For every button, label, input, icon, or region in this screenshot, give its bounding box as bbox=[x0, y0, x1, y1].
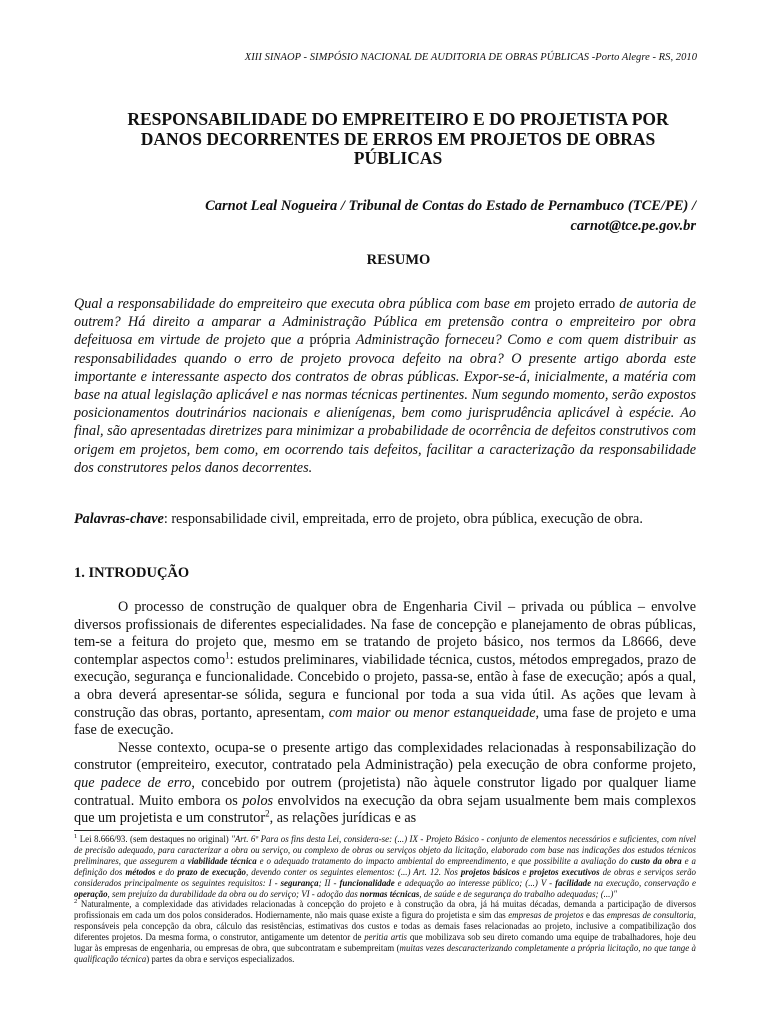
p1-text-a: O processo de construção de qualquer obra de Engenharia Civil – privada ou pública – envolve diversos profissionais de diferentes especialidades. Na fase de concepção e planejamento de obras públicas, tem-se a feitura do projeto que, mesmo em se tratando de projeto básico, nos termos da L8666, deve contemplar aspectos como bbox=[74, 599, 696, 668]
fn2-g: que mobilizava sob seu direto comando uma equipe de trabalhadores, hoje deu lugar às empresas de engenharia, ou empresas de obra, que subcontratam e subempreitam ( bbox=[74, 932, 696, 954]
p2-text-b: , concebido por outrem (projetista) não àquele construtor ligado por qualquer liame contratual. Muito embora os bbox=[74, 774, 696, 809]
keywords-label: Palavras-chave bbox=[74, 511, 164, 527]
footnote-2 bbox=[74, 899, 696, 964]
fn1-k: projetos básicos bbox=[460, 866, 520, 877]
fn1-m: projetos executivos bbox=[529, 866, 600, 877]
p1-text-c: , uma fase de projeto e uma fase de execução. bbox=[74, 704, 696, 739]
keywords-text: : responsabilidade civil, empreitada, erro de projeto, obra pública, execução de obra. bbox=[163, 511, 643, 527]
footnote-2-number: 2 bbox=[74, 898, 78, 906]
fn1-o: segurança bbox=[280, 877, 319, 888]
abstract-part1: Qual a responsabilidade do empreiteiro que executa obra pública com base em bbox=[74, 296, 535, 312]
section-body bbox=[74, 599, 696, 828]
fn1-n: de obras e serviços serão considerados principalmente os seguintes requisitos: I - bbox=[74, 866, 696, 888]
fn1-f: e a definição dos bbox=[74, 855, 696, 877]
p2-italic-1: que padece de erro bbox=[74, 774, 192, 791]
fn2-h: muitas vezes descaracterizando completamente a própria licitação, no que tange à qualificação técnica bbox=[74, 943, 696, 964]
fn2-b: empresas de projetos bbox=[508, 910, 584, 921]
footnotes bbox=[74, 834, 696, 965]
fn1-h: e do bbox=[155, 866, 178, 877]
keywords bbox=[74, 510, 696, 528]
fn1-q: funcionalidade bbox=[339, 877, 395, 888]
footnote-1-number: 1 bbox=[74, 833, 78, 841]
fn2-f: peritia artis bbox=[364, 932, 408, 943]
fn1-a: Lei 8.666/93. (sem destaques no original) bbox=[77, 834, 232, 844]
fn2-a: Naturalmente, a complexidade das atividades relacionadas à concepção do projeto e à construção da obra, já há muitas décadas, demanda a participação de diversos profissionais em cada um dos polos considerados. Hodiernamente, não mais quase existe a figura do projetista e sim das bbox=[74, 899, 696, 921]
author-affiliation: Carnot Leal Nogueira / Tribunal de Contas do Estado de Pernambuco (TCE/PE) / bbox=[205, 198, 696, 214]
fn1-r: e adequação ao interesse público; (...) V - bbox=[394, 877, 556, 888]
fn1-u: operação bbox=[74, 888, 108, 899]
fn1-x: , de saúde e de segurança do trabalho adequadas; (...)" bbox=[419, 888, 618, 899]
fn1-s: facilidade bbox=[555, 877, 592, 888]
fn1-i: prazo de execução bbox=[177, 866, 246, 877]
fn1-e: custo da obra bbox=[630, 855, 682, 866]
p1-text-b: : estudos preliminares, viabilidade técnica, custos, métodos empregados, prazo de execução, segurança e funcionalidade. Concebido o projeto, passa-se, então à fase de execução; após a qual, a obra deverá apresentar-se sólida, segura e funcional por toda a sua vida útil. As ações que levam à construção das obras, portanto, apresentam, bbox=[74, 651, 696, 721]
fn1-l: e bbox=[519, 866, 530, 877]
body-paragraph-1 bbox=[74, 599, 696, 740]
fn1-p: ; II - bbox=[318, 877, 340, 888]
p1-italic: com maior ou menor estanqueidade bbox=[328, 704, 536, 721]
footnote-1 bbox=[74, 834, 696, 899]
abstract-part4: própria bbox=[309, 332, 351, 349]
paper-title: RESPONSABILIDADE DO EMPREITEIRO E DO PROJETISTA POR DANOS DECORRENTES DE ERROS EM PROJETOS DE OBRAS PÚBLICAS bbox=[127, 109, 669, 168]
footnote-ref-1[interactable]: 1 bbox=[225, 650, 230, 661]
abstract-part5: Administração forneceu? Como e com quem distribuir as responsabilidades quando o erro de projeto provoca defeito na obra? O presente artigo aborda este importante e interessante aspecto dos contratos de obras públicas. Expor-se-á, inicialmente, a matéria com base na atual legislação aplicável e nas normas técnicas pertinentes. Num segundo momento, serão expostos posicionamentos doutrinários nacionais e alienígenas, bem como jurisprudência aplicável à espécie. Ao final, são apresentadas diretrizes para minimizar a probabilidade de ocorrência de defeitos construtivos com origem em projetos, bem como, em ocorrendo tais defeitos, facilitar a caracterização da responsabilidade dos construtores pelos danos decorrentes. bbox=[74, 332, 696, 476]
body-paragraph-2 bbox=[74, 740, 696, 828]
p2-text-c: envolvidos na execução da obra sejam usualmente bem mais complexos que um projetista e um construtor bbox=[74, 792, 696, 827]
fn1-j: , devendo conter os seguintes elementos: (...) Art. 12. Nos bbox=[245, 866, 461, 877]
fn1-t: na execução, conservação e bbox=[591, 877, 696, 888]
fn1-c: viabilidade técnica bbox=[187, 855, 257, 866]
p2-italic-2: polos bbox=[242, 792, 274, 809]
author-block bbox=[120, 196, 696, 236]
fn1-v: , sem prejuízo da durabilidade da obra ou do serviço; VI - adoção das bbox=[107, 888, 360, 899]
fn2-d: empresas de consultoria bbox=[606, 910, 694, 921]
p2-text-d: , as relações jurídicas e as bbox=[269, 810, 417, 827]
fn2-i: ) partes da obra e serviços especializados. bbox=[146, 953, 295, 964]
fn1-d: e o adequado tratamento do impacto ambiental do empreendimento, e que possibilite a avaliação do bbox=[256, 855, 631, 866]
section-heading-introduction: 1. INTRODUÇÃO bbox=[74, 565, 190, 581]
abstract-part3: de autoria de outrem? Há direito a amparar a Administração Pública em pretensão contra o empreiteiro por obra defeituosa em virtude de projeto que a bbox=[74, 296, 696, 349]
fn2-c: e das bbox=[583, 910, 607, 921]
author-email: carnot@tce.pe.gov.br bbox=[570, 218, 696, 234]
fn1-g: métodos bbox=[125, 866, 156, 877]
footnote-divider bbox=[74, 830, 260, 831]
footnote-ref-2[interactable]: 2 bbox=[265, 808, 270, 819]
fn1-w: normas técnicas bbox=[359, 888, 420, 899]
abstract-text bbox=[74, 295, 696, 477]
p2-text-a: Nesse contexto, ocupa-se o presente artigo das complexidades relacionadas à responsabilização do construtor (empreiteiro, executor, contratado pela Administração) pela execução de obra conforme projeto, bbox=[74, 739, 696, 774]
running-header: XIII SINAOP - SIMPÓSIO NACIONAL DE AUDITORIA DE OBRAS PÚBLICAS -Porto Alegre - RS, 2010 bbox=[244, 52, 697, 63]
abstract-heading: RESUMO bbox=[366, 252, 431, 268]
abstract-part2: projeto errado bbox=[534, 296, 616, 312]
fn2-e: , responsáveis pela concepção da obra, cálculo das resistências, estimativas dos custos e todas as demais fases relacionadas ao projeto, inclusive a compatibilização dos diferentes projetos. Da mesma forma, o construtor, antigamente um detentor de bbox=[74, 910, 696, 943]
fn1-b: "Art. 6º Para os fins desta Lei, considera-se: (...) IX - Projeto Básico - conjunto de elementos necessários e suficientes, com nível de precisão adequado, para caracterizar a obra ou serviço, ou complexo de obras ou serviços objeto da licitação, elaborado com base nas indicações dos estudos técnicos preliminares, que assegurem a bbox=[74, 834, 696, 866]
